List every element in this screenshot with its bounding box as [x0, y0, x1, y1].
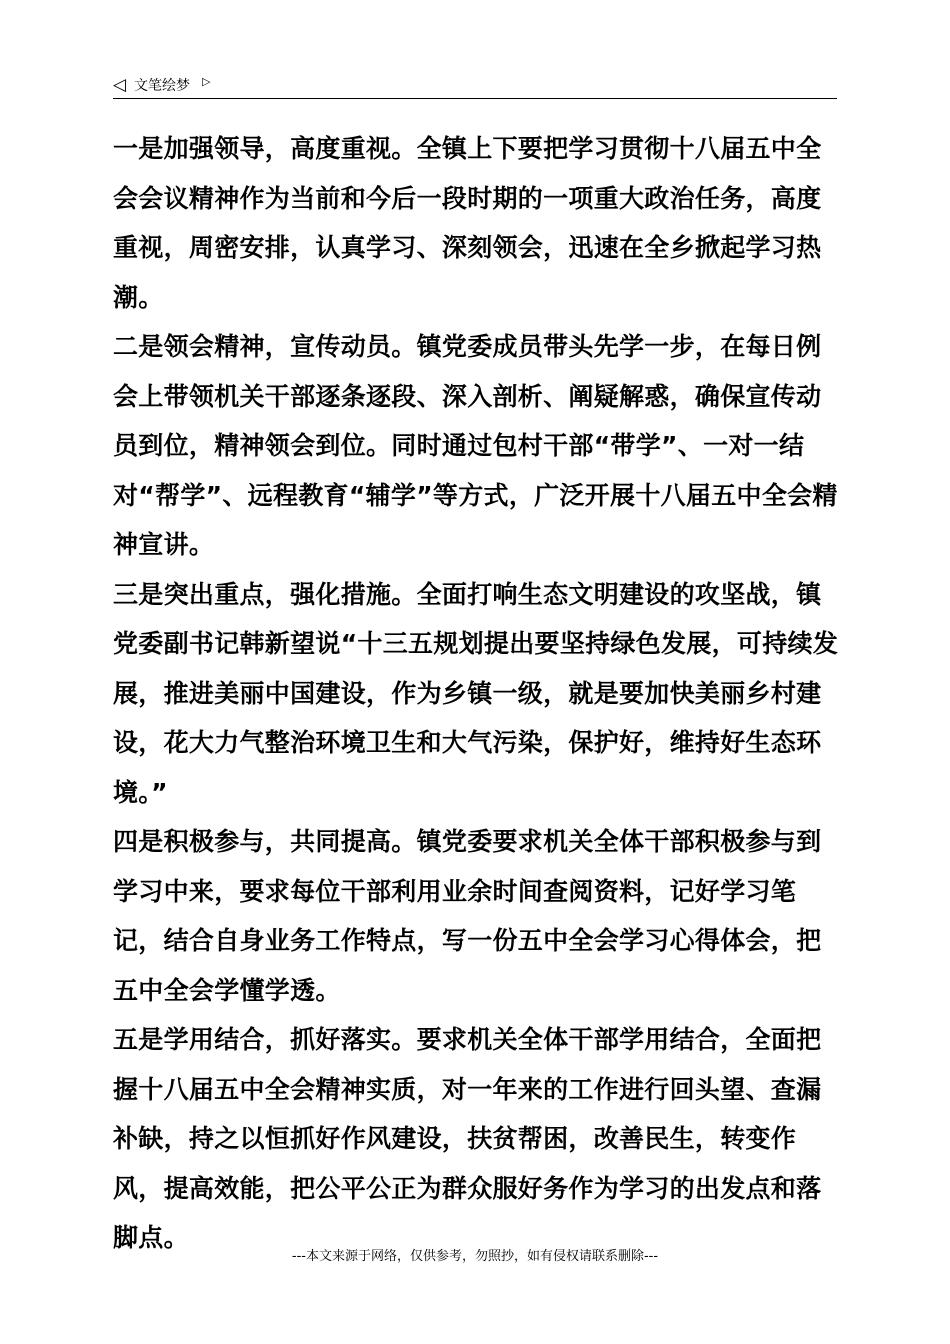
paragraph-1: 一是加强领导，高度重视。全镇上下要把学习贯彻十八届五中全会会议精神作为当前和今后一段时期的一项重大政治任务，高度重视，周密安排，认真学习、深刻领会，迅速在全乡掀起学习热潮。: [113, 134, 822, 312]
page-header: [113, 74, 837, 99]
right-triangle-icon: ▷: [202, 75, 211, 88]
document-body: [113, 124, 843, 1263]
paragraph-2: 二是领会精神，宣传动员。镇党委成员带头先学一步，在每日例会上带领机关干部逐条逐段、深入剖析、阐疑解惑，确保宣传动员到位，精神领会到位。同时通过包村干部“带学”、一对一结对“帮学”、远程教育“辅学”等方式，广泛开展十八届五中全会精神宣讲。: [113, 332, 838, 559]
left-triangle-icon: ◁: [113, 75, 127, 95]
header-brand: 文笔绘梦: [134, 78, 190, 94]
paragraph-3: 三是突出重点，强化措施。全面打响生态文明建设的攻坚战，镇党委副书记韩新望说“十三五规划提出要坚持绿色发展，可持续发展，推进美丽中国建设，作为乡镇一级，就是要加快美丽乡村建设，花大力气整治环境卫生和大气污染，保护好，维持好生态环境。”: [113, 579, 839, 807]
page-footer-disclaimer: ---本文来源于网络，仅供参考，勿照抄，如有侵权请联系删除---: [291, 1249, 659, 1264]
paragraph-4: 四是积极参与，共同提高。镇党委要求机关全体干部积极参与到学习中来，要求每位干部利用业余时间查阅资料，记好学习笔记，结合自身业务工作特点，写一份五中全会学习心得体会，把五中全会学懂学透。: [113, 827, 822, 1005]
paragraph-5: 五是学用结合，抓好落实。要求机关全体干部学用结合，全面把握十八届五中全会精神实质，对一年来的工作进行回头望、查漏补缺，持之以恒抓好作风建设，扶贫帮困，改善民生，转变作风，提高效能，把公平公正为群众服好务作为学习的出发点和落脚点。: [113, 1025, 822, 1252]
